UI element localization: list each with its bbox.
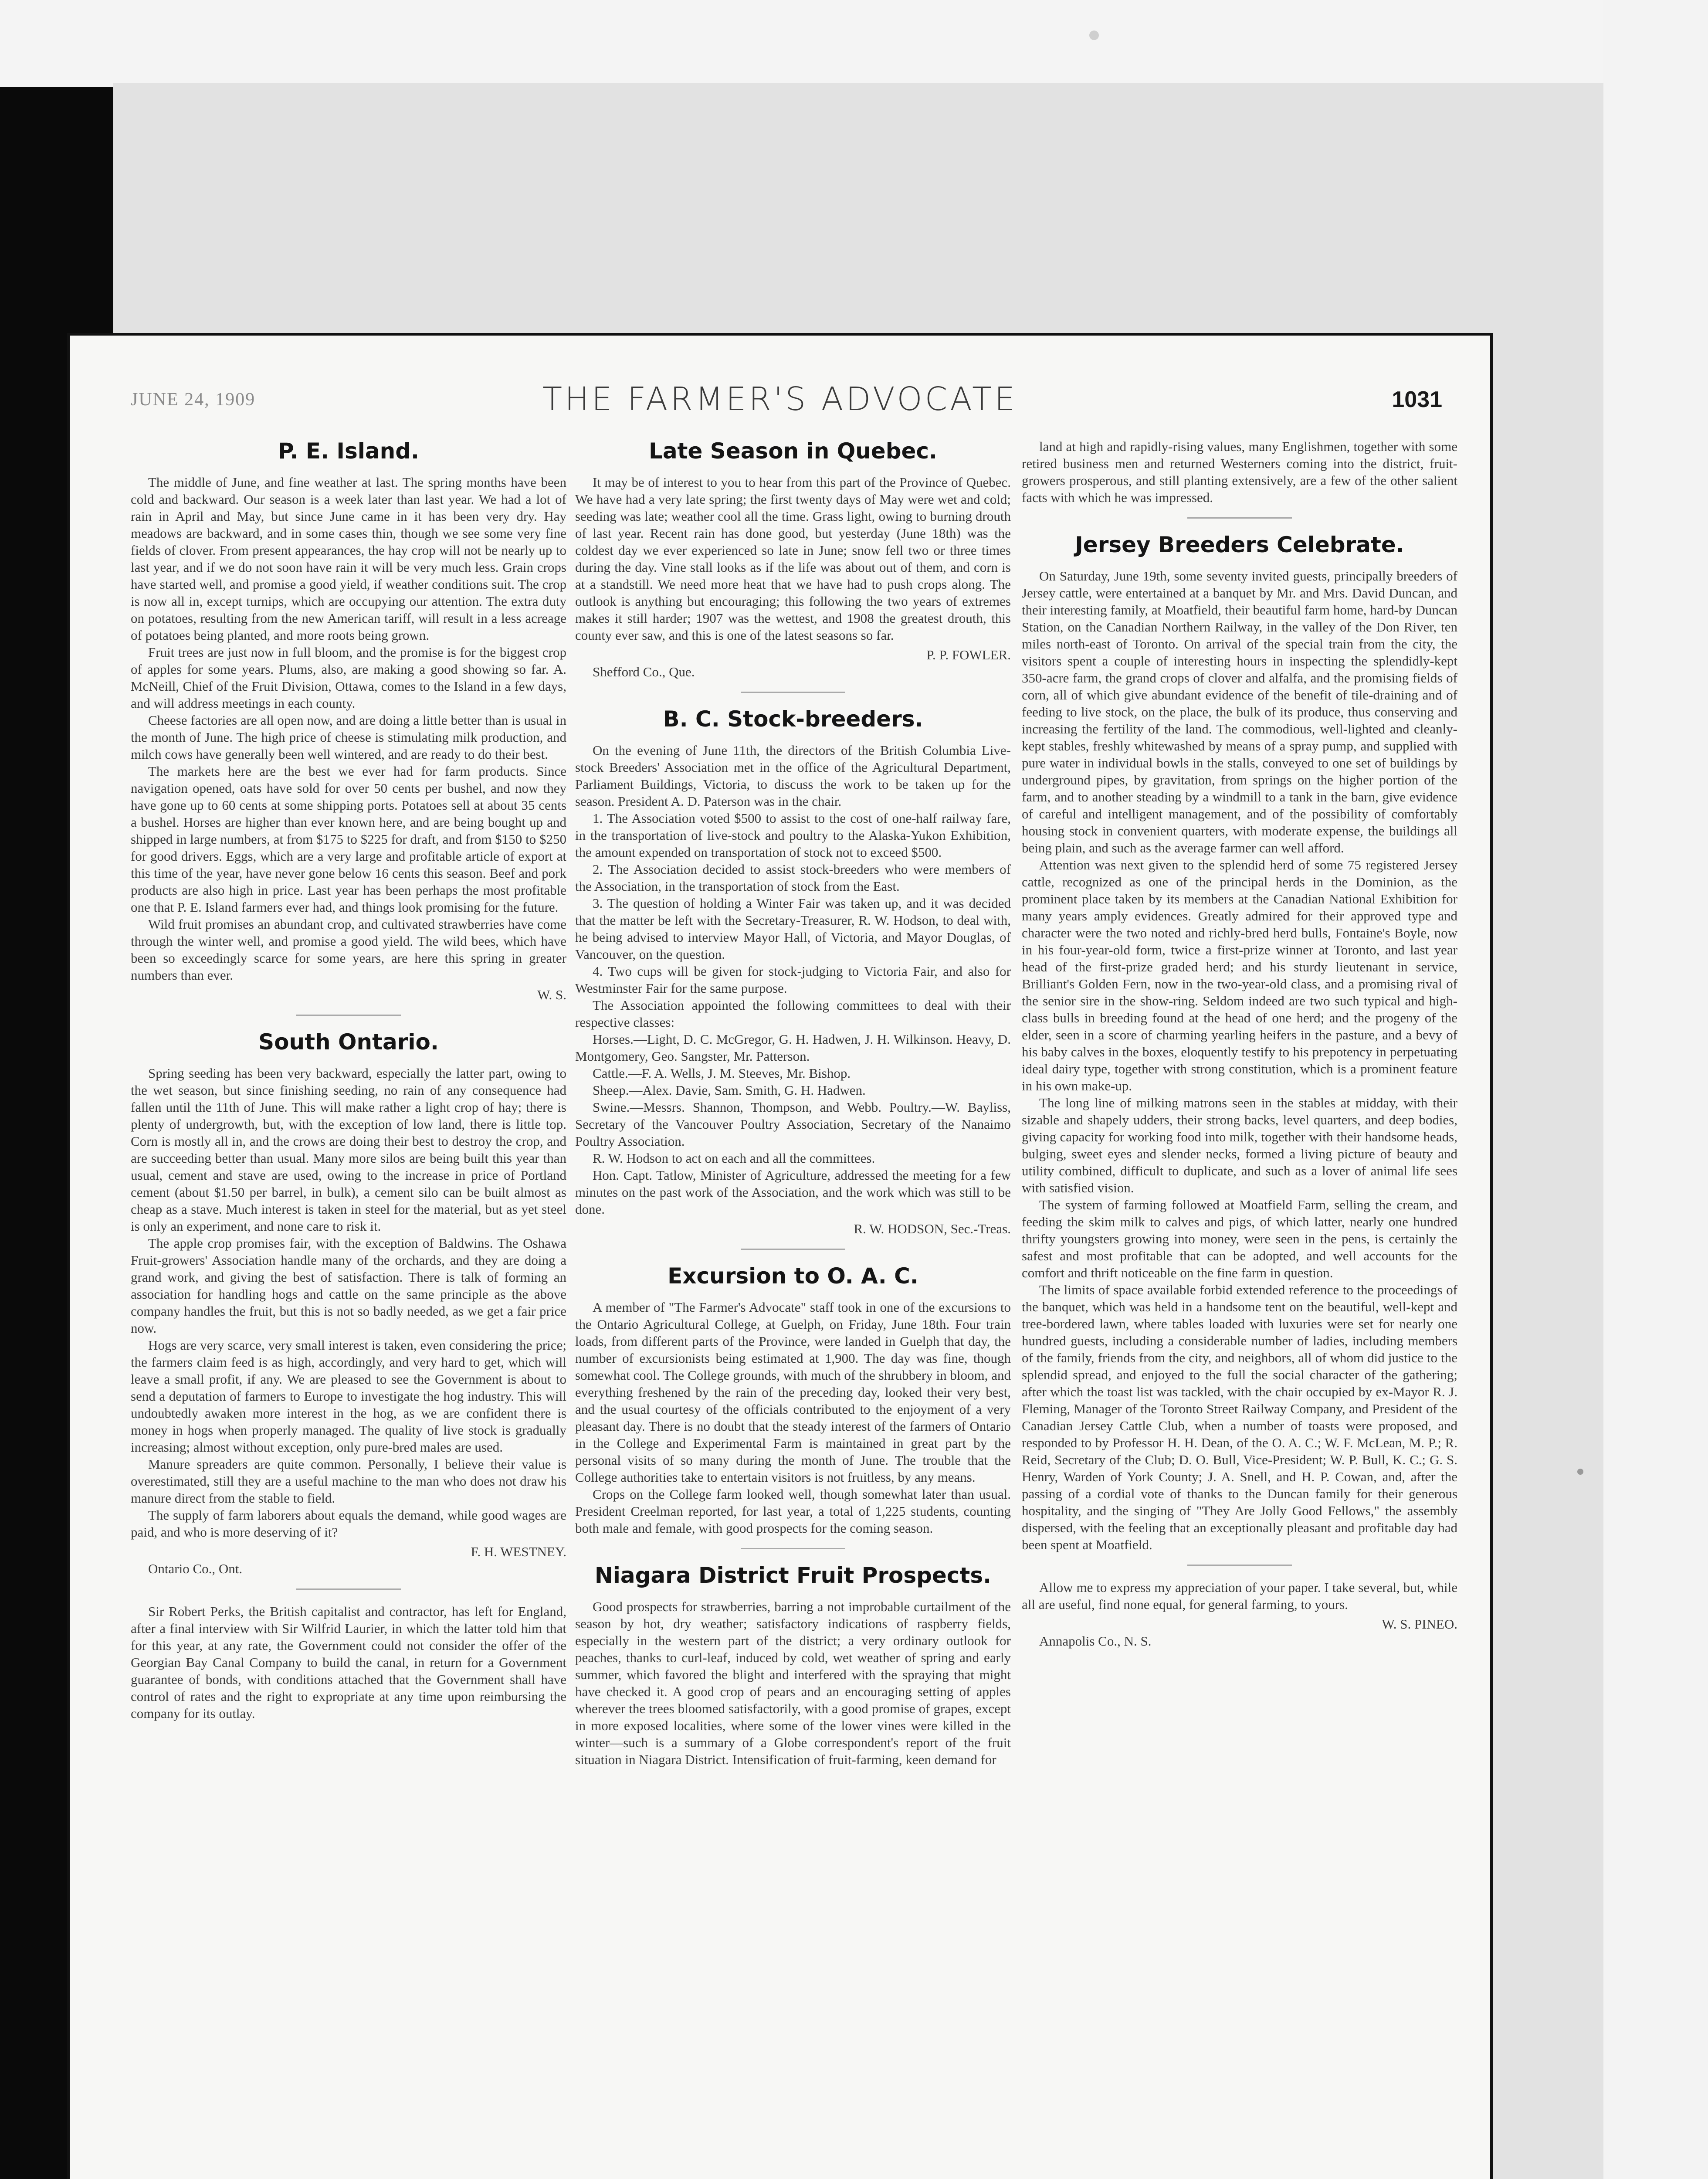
article-place: Annapolis Co., N. S. <box>1039 1633 1152 1649</box>
article-heading: B. C. Stock-breeders. <box>663 706 923 732</box>
article-paragraph: 4. Two cups will be given for stock-judging to Victoria Fair, and also for Westminster Fair for the same purpose. <box>575 964 1011 996</box>
newspaper-page <box>70 336 1490 2179</box>
article <box>575 438 1011 680</box>
article-heading: Niagara District Fruit Prospects. <box>594 1563 992 1588</box>
article-divider <box>741 692 845 693</box>
scan-speck <box>1089 31 1099 40</box>
article-divider <box>1187 517 1292 519</box>
article-place: Ontario Co., Ont. <box>148 1561 243 1576</box>
masthead <box>70 377 1490 429</box>
article-paragraph: Spring seeding has been very backward, especially the latter part, owing to the wet season, but since finishing seeding, no rain of any consequence had fallen until the 11th of June. This will make rather a light crop of hay; there is plenty of undergrowth, but, with the exception of low land, there is little top. Corn is mostly all in, and the crows are doing their best to destroy the crop, and are succeeding better than usual. Many more silos are being built this year than usual, cement and stave are used, owing to the increase in price of Portland cement (about $1.50 per barrel, in bulk), a cement silo can be built almost as cheap as a stave. Much interest is taken in steel for the material, but as yet steel is only an experiment, and none care to risk it. <box>131 1066 566 1234</box>
article <box>1022 1579 1457 1650</box>
article-paragraph: Wild fruit promises an abundant crop, and cultivated strawberries have come through the winter well, and promise a good yield. The wild bees, which have been so exceedingly scarce for some years, are here this spring in greater numbers than ever. <box>131 916 566 983</box>
article-signature: F. H. WESTNEY. <box>471 1544 566 1559</box>
column-3 <box>1022 438 1457 2179</box>
article-paragraph: Horses.—Light, D. C. McGregor, G. H. Hadwen, J. H. Wilkinson. Heavy, D. Montgomery, Geo. Sangster, Mr. Patterson. <box>575 1032 1011 1064</box>
article <box>131 1603 566 1722</box>
article-signature: W. S. <box>537 987 566 1002</box>
article-paragraph: land at high and rapidly-rising values, many Englishmen, together with some retired business men and returned Westerners coming into the district, fruit-growers prosperous, and still planting extensively, are a few of the other salient facts with which he was impressed. <box>1022 439 1457 505</box>
article-place: Shefford Co., Que. <box>593 664 695 679</box>
article-paragraph: The supply of farm laborers about equals the demand, while good wages are paid, and who is more deserving of it? <box>131 1507 566 1540</box>
article <box>1022 532 1457 1553</box>
article-paragraph: Hogs are very scarce, very small interest is taken, even considering the price; the farmers claim feed is as high, accordingly, and very hard to get, which will leave a small profit, if any. We are pleased to see the Government is about to send a deputation of farmers to Europe to investigate the hog industry. This will undoubtedly awaken more interest in the hog, as we are confident there is money in hogs when properly managed. The quality of live stock is gradually increasing; almost without exception, only pure-bred males are used. <box>131 1337 566 1455</box>
article <box>131 438 566 1003</box>
article-paragraph: The system of farming followed at Moatfield Farm, selling the cream, and feeding the skim milk to calves and pigs, of which latter, nearly one hundred thrifty youngsters growing into money, were seen in the pens, is certainly the safest and most profitable that can be adopted, and well accounts for the comfort and thrift noticeable on the fine farm in question. <box>1022 1197 1457 1280</box>
article-paragraph: R. W. Hodson to act on each and all the committees. <box>593 1151 875 1166</box>
scan-top-margin <box>0 0 1708 87</box>
scan-speck <box>1577 1469 1583 1475</box>
article <box>575 706 1011 1237</box>
article-paragraph: 1. The Association voted $500 to assist to the cost of one-half railway fare, in the transportation of live-stock and poultry to the Alaska-Yukon Exhibition, the amount expended on transportation of stock not to exceed $500. <box>575 811 1011 860</box>
article-heading: Late Season in Quebec. <box>648 438 938 464</box>
article-paragraph: A member of "The Farmer's Advocate" staff took in one of the excursions to the Ontario Agricultural College, at Guelph, on Friday, June 18th. Four train loads, from different parts of the Province, were landed in Guelph that day, the number of excursionists being estimated at 1,900. The day was fine, though somewhat cool. The College grounds, with much of the shrubbery in bloom, and everything freshened by the rain of the preceding day, looked their very best, and the usual courtesy of the officials contributed to the enjoyment of a very pleasant day. There is no doubt that the steady interest of the farmers of Ontario in the College and Experimental Farm is maintained in great part by the personal visits of so many during the month of June. The trouble that the College authorities take to entertain visitors is not fruitless, by any means. <box>575 1300 1011 1485</box>
page-number: 1031 <box>1392 387 1442 412</box>
article-heading: South Ontario. <box>258 1029 439 1055</box>
article <box>131 1029 566 1577</box>
article-paragraph: Sheep.—Alex. Davie, Sam. Smith, G. H. Hadwen. <box>593 1083 866 1098</box>
article-paragraph: 2. The Association decided to assist stock-breeders who were members of the Association, in the transportation of stock from the East. <box>575 862 1011 894</box>
article-divider <box>296 1015 401 1016</box>
article-paragraph: Manure spreaders are quite common. Personally, I believe their value is overestimated, still they are a useful machine to the man who does not draw his manure direct from the stable to field. <box>131 1456 566 1506</box>
article-paragraph: The limits of space available forbid extended reference to the proceedings of the banquet, which was held in a handsome tent on the beautiful, well-kept and tree-bordered lawn, where tables loaded with luxuries were set for nearly one hundred guests, including a considerable number of ladies, including members of the family, friends from the city, and neighbors, all of whom did justice to the splendid spread, and enjoyed to the full the social character of the gathering; after which the toast list was tackled, with the chair occupied by ex-Mayor R. J. Fleming, Manager of the Toronto Street Railway Company, and President of the Canadian Jersey Cattle Club, when a number of toasts were proposed, and responded to by Professor H. H. Dean, of the O. A. C.; W. F. McLean, M. P.; R. Reid, Secretary of the Club; D. O. Bull, Vice-President; W. P. Bull, K. C.; G. S. Henry, Warden of York County; J. A. Snell, and H. P. Cowan, and, after the passing of a cordial vote of thanks to the Duncan family for their generous hospitality, and the singing of "They Are Jolly Good Fellows," the assembly dispersed, with the feeling that an exceptionally pleasant and profitable day had been spent at Moatfield. <box>1022 1282 1457 1552</box>
article-paragraph: Cattle.—F. A. Wells, J. M. Steeves, Mr. Bishop. <box>593 1066 851 1081</box>
article-paragraph: Sir Robert Perks, the British capitalist and contractor, has left for England, after a final interview with Sir Wilfrid Laurier, in which the latter told him that for this year, at any rate, the Government could not consider the offer of the Georgian Bay Canal Company to build the canal, in return for a Government guarantee of bonds, with conditions attached that the Government shall have control of rates and the right to expropriate at any time upon reimbursing the company for its outlay. <box>131 1604 566 1721</box>
article-signature: P. P. FOWLER. <box>926 647 1011 662</box>
article-paragraph: The middle of June, and fine weather at last. The spring months have been cold and backward. Our season is a week later than last year. We had a lot of rain in April and May, but since June came in it has been very dry. Hay meadows are backward, and in some cases thin, though we see some very fine fields of clover. From present appearances, the hay crop will not be nearly up to last year, and if we do not soon have rain it will be very much less. Grain crops have started well, and promise a good yield, if weather conditions suit. The crop is now all in, except turnips, which are occupying our attention. The extra duty on potatoes, resulting from the new American tariff, will result in a less acreage of potatoes being planted, and more roots being grown. <box>131 475 566 643</box>
article-paragraph: The markets here are the best we ever had for farm products. Since navigation opened, oats have sold for over 50 cents per bushel, and now they have gone up to 60 cents at some shipping ports. Potatoes sell at about 35 cents a bushel. Horses are higher than ever known here, and are being bought up and shipped in large numbers, at from $175 to $225 for draft, and from $150 to $250 for good drivers. Eggs, which are a very large and profitable article of export at this time of the year, have never gone below 16 cents this season. Beef and pork products are also high in price. Last year has been perhaps the most profitable one that P. E. Island farmers ever had, and things look promising for the future. <box>131 764 566 915</box>
article-divider <box>741 1249 845 1250</box>
article-paragraph: On Saturday, June 19th, some seventy invited guests, principally breeders of Jersey cattle, were entertained at a banquet by Mr. and Mrs. David Duncan, and their interesting family, at Moatfield, their beautiful farm home, hard-by Duncan Station, on the Canadian Northern Railway, in the valley of the Don River, ten miles north-east of Toronto. On arrival of the special train from the city, the visitors spent a couple of interesting hours in inspecting the splendidly-kept 350-acre farm, the grand crops of clover and alfalfa, and the promising fields of corn, all of which give abundant evidence of the benefit of tile-draining and of feeding to live stock, on the place, the bulk of its produce, thus conserving and increasing the fertility of the land. The commodious, well-lighted and cleanly-kept stables, freshly whitewashed by means of a spray pump, and supplied with pure water in individual bowls in the stalls, conveyed to one set of buildings by underground pipes, by gravitation, from springs on the higher portion of the farm, and to another steading by a windmill to a tank in the barn, give evidence of careful and intelligent management, and of the possibility of comfortably housing stock in convenient quarters, with moderate expense, the buildings all being plain, and such as the average farmer can well afford. <box>1022 568 1457 855</box>
article-paragraph: It may be of interest to you to hear from this part of the Province of Quebec. We have had a very late spring; the first twenty days of May were wet and cold; seeding was late; weather cool all the time. Grass light, owing to burning drouth of last year. Recent rain has done good, but yesterday (June 18th) was the coldest day we ever experienced so late in June; snow fell two or three times during the day. Vine stall looks as if the life was about out of them, and corn is at a standstill. We need more heat that we have had to push crops along. The outlook is anything but encouraging; this following the two years of extremes makes it still harder; 1907 was the wettest, and 1908 the greatest drouth, this county ever saw, and this is one of the latest seasons so far. <box>575 475 1011 643</box>
article-heading: Excursion to O. A. C. <box>668 1263 918 1289</box>
scan-right-margin <box>1603 0 1708 2179</box>
article <box>1022 438 1457 506</box>
article-paragraph: The Association appointed the following committees to deal with their respective classes: <box>575 998 1011 1030</box>
article-paragraph: The apple crop promises fair, with the exception of Baldwins. The Oshawa Fruit-growers' Association handle many of the orchards, and they are doing a grand work, and giving the best of satisfaction. There is talk of forming an association for handling hogs and cattle on the same principle as the above company handles the fruit, but this is not so badly needed, as we get a fair price now. <box>131 1235 566 1336</box>
article-paragraph: On the evening of June 11th, the directors of the British Columbia Live-stock Breeders' Association met in the office of the Agricultural Department, Parliament Buildings, Victoria, to discuss the work to be taken up for the season. President A. D. Paterson was in the chair. <box>575 743 1011 809</box>
article-paragraph: Crops on the College farm looked well, though somewhat later than usual. President Creelman reported, for last year, a total of 1,225 students, counting both male and female, with good prospects for the coming season. <box>575 1487 1011 1536</box>
article-paragraph: Swine.—Messrs. Shannon, Thompson, and Webb. Poultry.—W. Bayliss, Secretary of the Vancouver Poultry Association, Secretary of the Nanaimo Poultry Association. <box>575 1100 1011 1149</box>
article-divider <box>741 1548 845 1549</box>
article-paragraph: The long line of milking matrons seen in the stables at midday, with their sizable and shapely udders, their strong backs, level quarters, and deep bodies, giving capacity for working food into milk, together with their handsome heads, bulging, sweet eyes and slender necks, formed a living picture of beauty and utility combined, difficult to duplicate, and such as a lover of animal life sees with satisfied vision. <box>1022 1095 1457 1195</box>
column-2 <box>575 438 1011 2179</box>
article-heading: P. E. Island. <box>278 438 420 464</box>
newspaper-title: THE FARMER'S ADVOCATE <box>542 380 1018 418</box>
article-paragraph: Fruit trees are just now in full bloom, and the promise is for the biggest crop of apples for some years. Plums, also, are making a good showing so far. A. McNeill, Chief of the Fruit Division, Ottawa, comes to the Island in a few days, and will address meetings in each county. <box>131 645 566 711</box>
article-paragraph: Attention was next given to the splendid herd of some 75 registered Jersey cattle, recognized as one of the principal herds in the Dominion, as the prominent place taken by its members at the Canadian National Exhibition for many years amply evidences. Greatly admired for their approved type and character were the two noted and richly-bred herd bulls, Fontaine's Boyle, now in his four-year-old form, twice a first-prize winner at Toronto, and last year head of the first-prize graded herd; and his sturdy lieutenant in service, Brilliant's Golden Fern, now in the two-year-old class, and a promising rival of the senior sire in the show-ring. Seldom indeed are two such typical and high-class bulls in breeding found at the head of one herd; and the progeny of the elder, seen in a score of charming yearling heifers in the pasture, and a bevy of his baby calves in the boxes, eloquently testify to his prepotency in perpetuating ideal dairy type, together with strong constitution, which is a prominent feature in his own make-up. <box>1022 857 1457 1093</box>
article-divider <box>1187 1565 1292 1566</box>
article <box>575 1562 1011 1768</box>
article-divider <box>296 1588 401 1590</box>
column-1 <box>131 438 566 2179</box>
article-paragraph: Good prospects for strawberries, barring a not improbable curtailment of the season by hot, dry weather; satisfactory indications of raspberry fields, especially in the western part of the district; a very ordinary outlook for peaches, thanks to curl-leaf, induced by cold, wet weather of spring and early summer, which favored the blight and interfered with the spraying that might have checked it. A good crop of pears and an encouraging setting of apples wherever the trees bloomed satisfactorily, with a good promise of grapes, except in more exposed localities, where some of the lower vines were killed in the winter—such is a summary of a Globe correspondent's report of the fruit situation in Niagara District. Intensification of fruit-farming, keen demand for <box>575 1599 1011 1767</box>
article-paragraph: Hon. Capt. Tatlow, Minister of Agriculture, addressed the meeting for a few minutes on the past work of the Association, and the work which was still to be done. <box>575 1168 1011 1217</box>
article-signature: W. S. PINEO. <box>1382 1616 1457 1632</box>
article-paragraph: Cheese factories are all open now, and are doing a little better than is usual in the month of June. The high price of cheese is stimulating milk production, and milch cows have generally been well wintered, and are ready to do their best. <box>131 713 566 762</box>
issue-date: JUNE 24, 1909 <box>131 390 256 410</box>
article-heading: Jersey Breeders Celebrate. <box>1075 532 1404 557</box>
article-paragraph: Allow me to express my appreciation of your paper. I take several, but, while all are useful, find none equal, for general farming, to yours. <box>1022 1580 1457 1612</box>
article-paragraph: 3. The question of holding a Winter Fair was taken up, and it was decided that the matter be left with the Secretary-Treasurer, R. W. Hodson, to deal with, he being advised to interview Mayor Hall, of Victoria, and Mayor Douglas, of Vancouver, on the question. <box>575 896 1011 962</box>
article <box>575 1263 1011 1537</box>
article-signature: R. W. HODSON, Sec.-Treas. <box>854 1221 1011 1236</box>
